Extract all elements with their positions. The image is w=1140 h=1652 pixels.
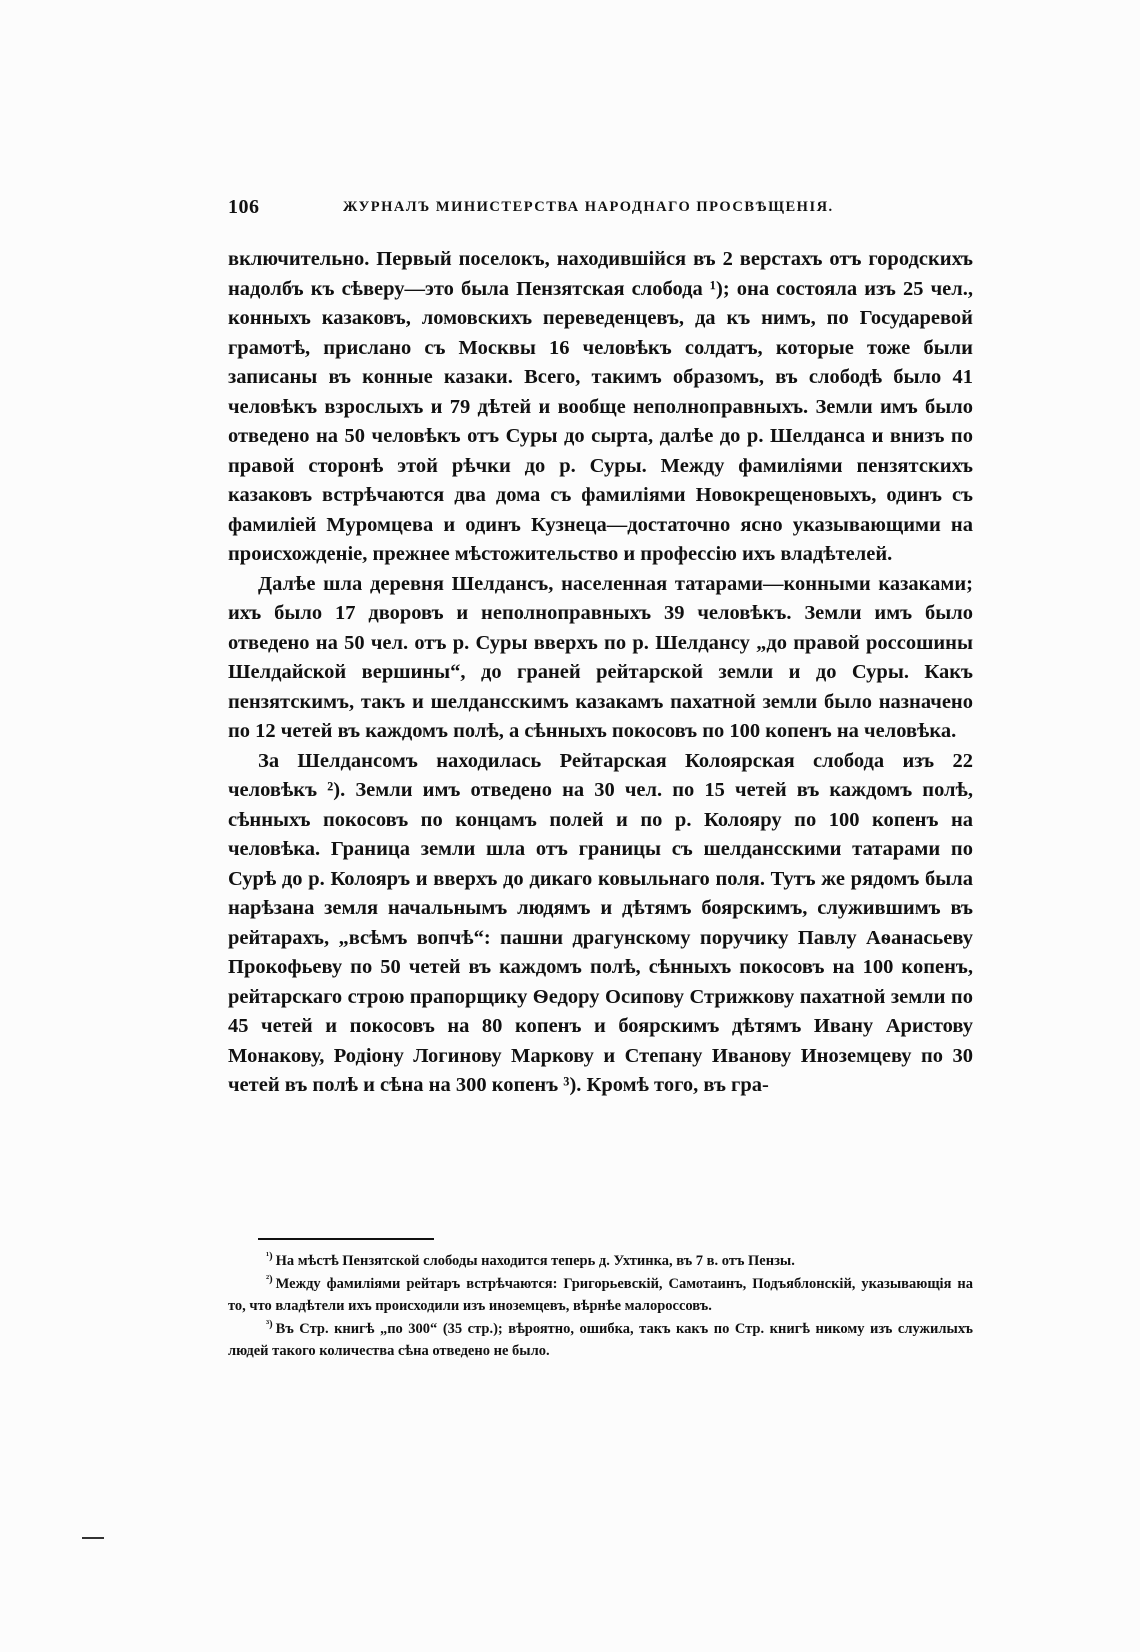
- margin-mark: [82, 1537, 104, 1539]
- page-number: 106: [228, 196, 260, 218]
- footnote-divider: [258, 1238, 434, 1240]
- footnote: [228, 1273, 973, 1318]
- footnote-text: Между фамиліями рейтаръ встрѣчаются: Григорьевскій, Самотаинъ, Подъяблонскій, указывающія на то, что владѣтели ихъ происходили изъ иноземцевъ, вѣрнѣе малороссовъ.: [228, 1275, 973, 1314]
- page-header: [228, 196, 973, 224]
- footnote-mark: ¹): [266, 1251, 273, 1263]
- running-head: ЖУРНАЛЪ МИНИСТЕРСТВА НАРОДНАГО ПРОСВѢЩЕНІЯ.: [343, 199, 834, 215]
- footnote-text: На мѣстѣ Пензятской слободы находится теперь д. Ухтинка, въ 7 в. отъ Пензы.: [275, 1253, 795, 1269]
- footnote: [228, 1250, 973, 1273]
- footnotes: [228, 1250, 973, 1363]
- footnote-mark: ³): [266, 1318, 273, 1330]
- paragraph: За Шелдансомъ находилась Рейтарская Колоярская слобода изъ 22 человѣкъ ²). Земли имъ отведено на 30 чел. по 15 четей въ каждомъ полѣ, сѣнныхъ покосовъ по концамъ полей и по р. Колояру по 100 копенъ на человѣка. Граница земли шла отъ границы съ шелдансскими татарами по Сурѣ до р. Колояръ и вверхъ до дикаго ковыльнаго поля. Тутъ же рядомъ была нарѣзана земля начальнымъ людямъ и дѣтямъ боярскимъ, служившимъ въ рейтарахъ, „всѣмъ вопчѣ“: пашни драгунскому поручику Павлу Аѳанасьеву Прокофьеву по 50 четей въ каждомъ полѣ, сѣнныхъ покосовъ на 100 копенъ, рейтарскаго строю прапорщику Ѳедору Осипову Стрижкову пахатной земли по 45 четей и покосовъ на 80 копенъ и боярскимъ дѣтямъ Ивану Аристову Монакову, Родіону Логинову Маркову и Степану Иванову Иноземцеву по 30 четей въ полѣ и сѣна на 300 копенъ ³). Кромѣ того, въ гра-: [228, 749, 973, 1096]
- footnote: [228, 1318, 973, 1363]
- main-text: [228, 245, 973, 1101]
- footnote-text: Въ Стр. книгѣ „по 300“ (35 стр.); вѣроятно, ошибка, такъ какъ по Стр. книгѣ никому изъ служилыхъ людей такого количества сѣна отведено не было.: [228, 1320, 973, 1359]
- footnote-mark: ²): [266, 1273, 273, 1285]
- paragraph: включительно. Первый поселокъ, находившійся въ 2 верстахъ отъ городскихъ надолбъ къ сѣверу—это была Пензятская слобода ¹); она состояла изъ 25 чел., конныхъ казаковъ, ломовскихъ переведенцевъ, да къ нимъ, по Государевой грамотѣ, прислано съ Москвы 16 человѣкъ солдатъ, которые тоже были записаны въ конные казаки. Всего, такимъ образомъ, въ слободѣ было 41 человѣкъ взрослыхъ и 79 дѣтей и вообще неполноправныхъ. Земли имъ было отведено на 50 человѣкъ отъ Суры до сырта, далѣе до р. Шелданса и внизъ по правой сторонѣ этой рѣчки до р. Суры. Между фамиліями пензятскихъ казаковъ встрѣчаются два дома съ фамиліями Новокрещеновыхъ, одинъ съ фамиліей Муромцева и одинъ Кузнеца—достаточно ясно указывающими на происхожденіе, прежнее мѣстожительство и профессію ихъ владѣтелей.: [228, 248, 973, 565]
- paragraph: Далѣе шла деревня Шелдансъ, населенная татарами—конными казаками; ихъ было 17 дворовъ и неполноправныхъ 39 человѣкъ. Земли имъ было отведено на 50 чел. отъ р. Суры вверхъ по р. Шелдансу „до правой россошины Шелдайской вершины“, до граней рейтарской земли и до Суры. Какъ пензятскимъ, такъ и шелдансскимъ казакамъ пахатной земли было назначено по 12 четей въ каждомъ полѣ, а сѣнныхъ покосовъ по 100 копенъ на человѣка.: [228, 572, 973, 742]
